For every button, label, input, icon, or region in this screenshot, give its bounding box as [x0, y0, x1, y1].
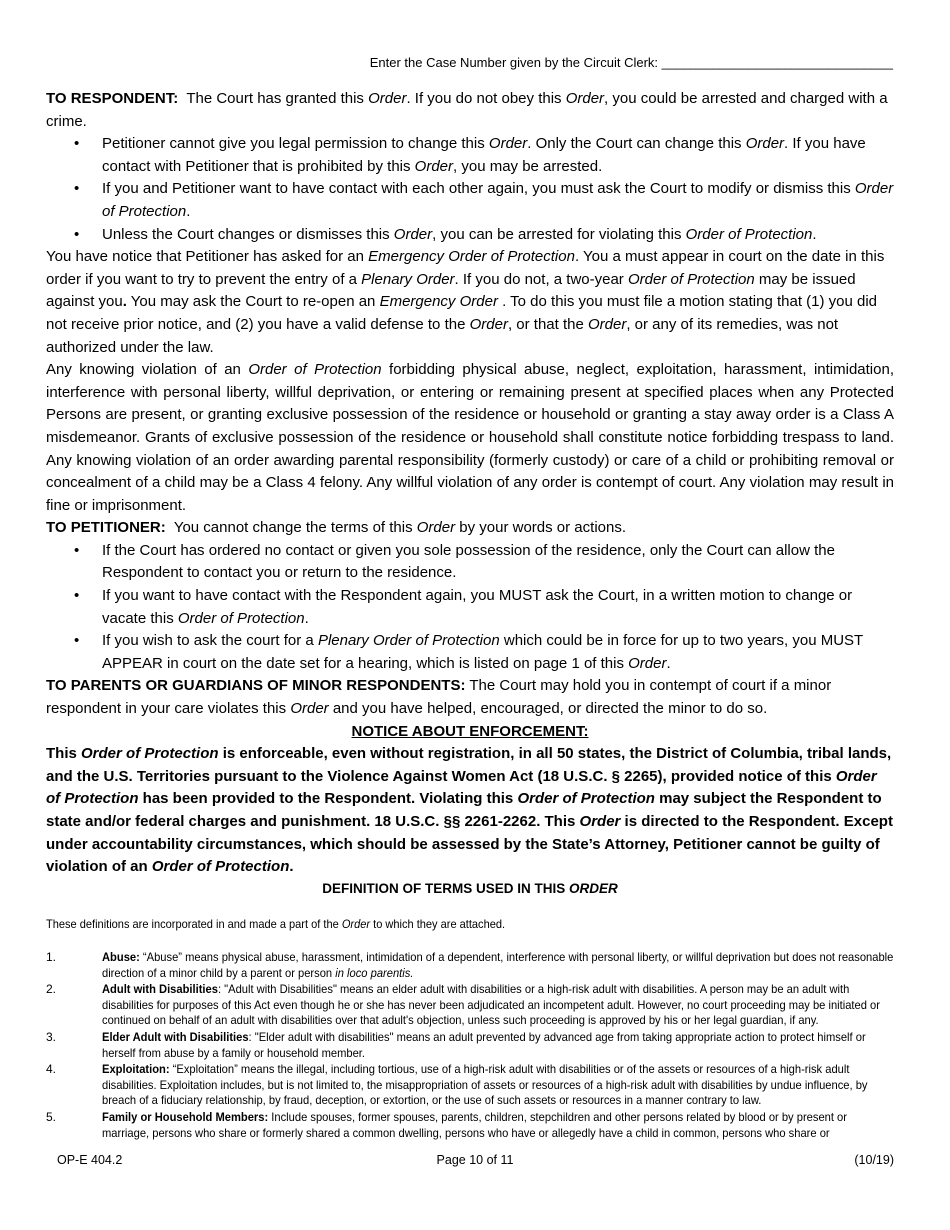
- emergency-notice: You have notice that Petitioner has asked for an Emergency Order of Protection. You a must appear in court on the date in this order if you want to try to prevent the entry of a Plenary Order. If you do not, a two-year Order of Protection may be issued against you. You may ask the Court to re-open an Emergency Order . To do this you must file a motion stating that (1) you did not receive prior notice, and (2) you have a valid defense to the Order, or that the Order, or any of its remedies, was not authorized under the law.: [46, 248, 885, 356]
- definition-term: Elder Adult with Disabilities: [102, 1029, 249, 1044]
- respondent-bullets: [46, 133, 894, 246]
- revision-date: (10/19): [854, 1153, 894, 1167]
- list-item: 2. Adult with Disabilities: "Adult with Disabilities" means an elder adult with disabilities or a high-risk adult with disabilities. A person may be an adult with disabilities for purposes of this Act even though he or she has never been adjudicated an incompetent adult. However, no court proceeding may be initiated or continued on behalf of an adult with disabilities over that adult's objection, unless such proceeding is approved by his or her legal guardian, if any.: [46, 982, 880, 1028]
- list-item: • If the Court has ordered no contact or given you sole possession of the residence, only the Court can allow the Respondent to contact you or return to the residence.: [46, 540, 894, 585]
- parents-notice: TO PARENTS OR GUARDIANS OF MINOR RESPONDENTS: The Court may hold you in contempt of court if a minor respondent in your care violates this Order and you have helped, encouraged, or directed the minor to do so.: [46, 677, 832, 718]
- petitioner-intro: TO PETITIONER: You cannot change the terms of this Order by your words or actions.: [46, 519, 626, 537]
- list-item: • If you want to have contact with the Respondent again, you MUST ask the Court, in a written motion to change or vacate this Order of Protection.: [46, 585, 894, 630]
- petitioner-heading: TO PETITIONER:: [46, 519, 166, 537]
- definitions-title: DEFINITION OF TERMS USED IN THIS ORDER: [322, 881, 618, 896]
- list-item: • If you wish to ask the court for a Plenary Order of Protection which could be in force for up to two years, you MUST APPEAR in court on the date set for a hearing, which is listed on page 1 of this Order.: [46, 630, 894, 675]
- definition-term: Exploitation:: [102, 1062, 170, 1077]
- parents-heading: TO PARENTS OR GUARDIANS OF MINOR RESPONDENTS:: [46, 677, 466, 695]
- definition-term: Family or Household Members:: [102, 1109, 269, 1124]
- respondent-heading: TO RESPONDENT:: [46, 90, 179, 107]
- definition-term: Adult with Disabilities: [102, 982, 218, 997]
- notice-body: [46, 88, 894, 879]
- definition-term: Abuse:: [102, 950, 140, 964]
- definitions-intro: These definitions are incorporated in and made a part of the Order to which they are attached.: [46, 917, 506, 931]
- violation-notice: Any knowing violation of an Order of Protection forbidding physical abuse, neglect, exploitation, harassment, intimidation, interference with personal liberty, willful deprivation, or entering or remaining present at specified places when any Protected Persons are present, or granting exclusive possession of the residence or household or granting a stay away order is a Class A misdemeanor. Grants of exclusive possession of the residence or household shall constitute notice forbidding trespass to land. Any knowing violation of an order awarding parental responsibility (formerly custody) or care of a child or prohibiting removal or concealment of a child may be a Class 4 felony. Any willful violation of any order is contempt of court. Any violation may result in fine or imprisonment.: [46, 361, 894, 514]
- enforcement-title: NOTICE ABOUT ENFORCEMENT:: [351, 722, 589, 740]
- list-item: • Petitioner cannot give you legal permission to change this Order. Only the Court can change this Order. If you have contact with Petitioner that is prohibited by this Order, you may be arrested.: [46, 133, 894, 178]
- enforcement-notice: This Order of Protection is enforceable, even without registration, in all 50 states, the District of Columbia, tribal lands, and the U.S. Territories pursuant to the Violence Against Women Act (18 U.S.C. § 2265), provided notice of this Order of Protection has been provided to the Respondent. Violating this Order of Protection may subject the Respondent to state and/or federal charges and punishment. 18 U.S.C. §§ 2261-2262. This Order is directed to the Respondent. Except under accountability circumstances, which should be assessed by the State’s Attorney, Petitioner cannot be guilty of violation of an Order of Protection.: [46, 745, 893, 876]
- page-number: Page 10 of 11: [436, 1153, 514, 1167]
- petitioner-bullets: [46, 540, 894, 676]
- list-item: 3. Elder Adult with Disabilities: "Elder adult with disabilities" means an adult prevented by advanced age from taking appropriate action to protect himself or herself from abuse by a family or household member.: [46, 1029, 866, 1060]
- list-item: 5. Family or Household Members: Include spouses, former spouses, parents, children, stepchildren and other persons related by blood or by present or marriage, persons who share or formerly shared a common dwelling, persons who have or allegedly have a child in common, persons who share or: [46, 1109, 847, 1140]
- enforcement-title-row: [46, 721, 894, 744]
- form-id: OP-E 404.2: [57, 1153, 123, 1167]
- list-item: • Unless the Court changes or dismisses this Order, you can be arrested for violating this Order of Protection.: [46, 224, 894, 247]
- respondent-intro: TO RESPONDENT: The Court has granted this Order. If you do not obey this Order, you could be arrested and charged with a crime.: [46, 90, 888, 130]
- list-item: 4. Exploitation: “Exploitation” means the illegal, including tortious, use of a high-risk adult with disabilities or of the assets or resources of a high-risk adult disabilities. Exploitation includes, but is not limited to, the misappropriation of assets or resources of a high-risk adult with disabilities by undue influence, by breach of a fiduciary relationship, by fraud, deception, or extortion, or the use of such assets or resources in a manner contrary to law.: [46, 1062, 868, 1108]
- case-number-line: Enter the Case Number given by the Circuit Clerk: ________________________________: [369, 55, 893, 70]
- list-item: • If you and Petitioner want to have contact with each other again, you must ask the Court to modify or dismiss this Order of Protection.: [46, 178, 894, 223]
- list-item: 1. Abuse: “Abuse” means physical abuse, harassment, intimidation of a dependent, interference with personal liberty, or willful deprivation but does not reasonable direction of a minor child by a parent or person in loco parentis.: [46, 950, 894, 980]
- definitions-list: [46, 950, 894, 1142]
